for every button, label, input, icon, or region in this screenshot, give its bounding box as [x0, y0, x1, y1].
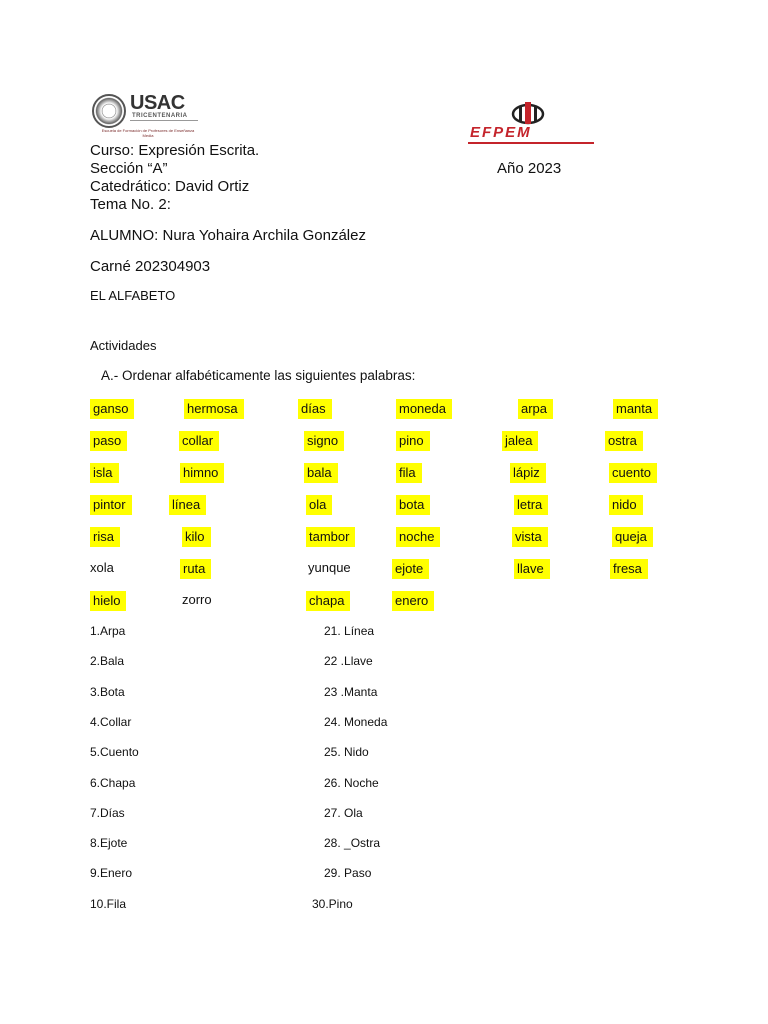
usac-seal-icon — [92, 94, 126, 128]
word-item: nido — [609, 495, 643, 515]
word-item: ola — [306, 495, 332, 515]
word-item: zorro — [182, 592, 212, 607]
ordered-item: 28. _Ostra — [324, 836, 381, 850]
student-id-line: Carné 202304903 — [90, 258, 211, 275]
word-item: enero — [392, 591, 434, 611]
ordered-item: 25. Nido — [324, 745, 369, 759]
word-item: xola — [90, 560, 114, 575]
activity-instruction: A.- Ordenar alfabéticamente las siguientes palabras: — [101, 368, 416, 383]
document-title: EL ALFABETO — [90, 288, 176, 303]
usac-logo-fine-print: Escuela de Formación de Profesores de Enseñanza Media — [101, 128, 195, 138]
word-item: signo — [304, 431, 344, 451]
word-item: chapa — [306, 591, 350, 611]
ordered-item: 5.Cuento — [90, 745, 139, 759]
ordered-item: 9.Enero — [90, 866, 133, 880]
word-item: risa — [90, 527, 120, 547]
word-item: letra — [514, 495, 548, 515]
word-item: ganso — [90, 399, 134, 419]
word-item: fresa — [610, 559, 648, 579]
word-item: fila — [396, 463, 422, 483]
word-item: vista — [512, 527, 548, 547]
ordered-item: 3.Bota — [90, 685, 125, 699]
usac-logo — [92, 92, 202, 140]
ordered-item: 21. Línea — [324, 624, 375, 638]
word-item: llave — [514, 559, 550, 579]
word-item: paso — [90, 431, 127, 451]
section-line: Sección “A” — [90, 160, 168, 177]
word-item: jalea — [502, 431, 538, 451]
ordered-item: 23 .Manta — [324, 685, 378, 699]
course-line: Curso: Expresión Escrita. — [90, 142, 260, 159]
ordered-item: 8.Ejote — [90, 836, 128, 850]
word-item: kilo — [182, 527, 211, 547]
word-item: días — [298, 399, 332, 419]
word-item: yunque — [308, 560, 351, 575]
topic-line: Tema No. 2: — [90, 196, 171, 213]
ordered-item: 4.Collar — [90, 715, 132, 729]
ordered-item: 30.Pino — [312, 897, 353, 911]
usac-logo-subtitle: TRICENTENARIA — [132, 113, 188, 119]
efpem-logo — [468, 100, 594, 146]
word-item: ejote — [392, 559, 429, 579]
ordered-item: 10.Fila — [90, 897, 127, 911]
word-item: queja — [612, 527, 653, 547]
word-item: hermosa — [184, 399, 244, 419]
word-item: pintor — [90, 495, 132, 515]
usac-logo-text: USAC — [130, 92, 185, 114]
year-line: Año 2023 — [497, 160, 562, 177]
ordered-item: 1.Arpa — [90, 624, 126, 638]
word-item: isla — [90, 463, 119, 483]
student-line: ALUMNO: Nura Yohaira Archila González — [90, 227, 366, 244]
word-item: moneda — [396, 399, 452, 419]
word-item: hielo — [90, 591, 126, 611]
ordered-item: 22 .Llave — [324, 654, 373, 668]
activities-heading: Actividades — [90, 338, 157, 353]
ordered-item: 24. Moneda — [324, 715, 388, 729]
word-item: himno — [180, 463, 224, 483]
efpem-emblem-icon — [508, 100, 548, 126]
teacher-line: Catedrático: David Ortiz — [90, 178, 250, 195]
word-item: línea — [169, 495, 206, 515]
word-item: arpa — [518, 399, 553, 419]
word-item: bala — [304, 463, 338, 483]
word-item: ostra — [605, 431, 643, 451]
ordered-item: 26. Noche — [324, 776, 379, 790]
word-item: tambor — [306, 527, 355, 547]
efpem-logo-text: EFPEM — [470, 124, 532, 141]
ordered-item: 2.Bala — [90, 654, 125, 668]
ordered-item: 7.Días — [90, 806, 125, 820]
word-item: pino — [396, 431, 430, 451]
ordered-item: 6.Chapa — [90, 776, 136, 790]
word-item: collar — [179, 431, 219, 451]
word-item: ruta — [180, 559, 211, 579]
ordered-item: 29. Paso — [324, 866, 372, 880]
word-item: lápiz — [510, 463, 546, 483]
ordered-item: 27. Ola — [324, 806, 363, 820]
word-item: cuento — [609, 463, 657, 483]
word-item: noche — [396, 527, 440, 547]
word-item: bota — [396, 495, 430, 515]
word-item: manta — [613, 399, 658, 419]
